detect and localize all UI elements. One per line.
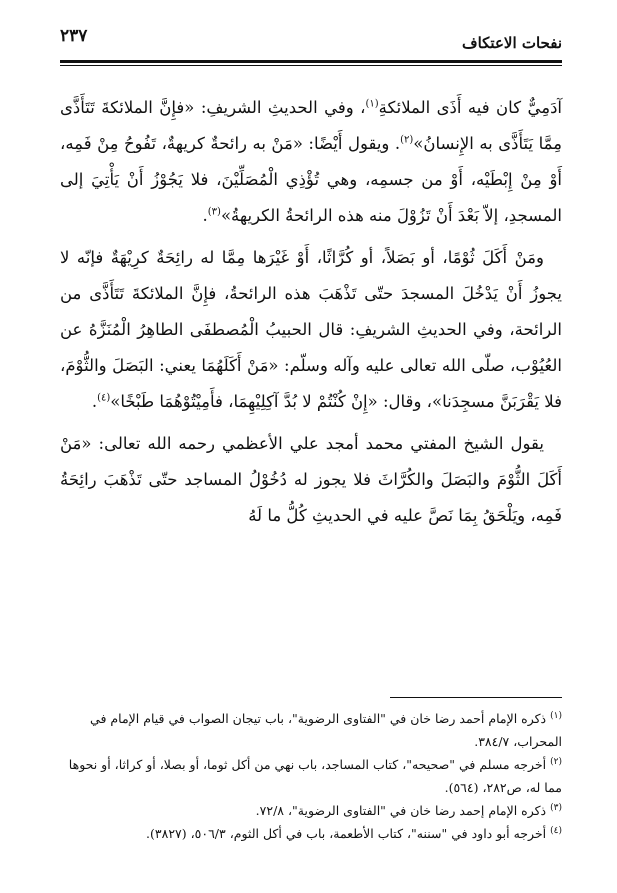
footnote-4-text: أخرجه أبو داود في "سننه"، كتاب الأطعمة، باب في أكل الثوم، ٥٠٦/٣، (٣٨٢٧). bbox=[146, 826, 547, 841]
header-rule-thin bbox=[60, 65, 562, 66]
footnote-ref-2: (٢) bbox=[400, 134, 414, 146]
footnote-2-text: أخرجه مسلم في "صحيحه"، كتاب المساجد، باب نهي من أكل ثوما، أو بصلا، أو كراثا، أو نحوها مما له، ص٢٨٢، (٥٦٤). bbox=[68, 757, 562, 795]
footnote-4-number: (٤) bbox=[550, 825, 562, 836]
footnote-3-number: (٣) bbox=[550, 802, 562, 813]
main-text bbox=[60, 90, 562, 540]
header-rule-thick bbox=[60, 60, 562, 63]
footnote-ref-4: (٤) bbox=[97, 392, 111, 404]
footnote-2-number: (٢) bbox=[550, 756, 562, 767]
p1-text-c: . ويقول أَيْضًا: «مَنْ به رائحةٌ كريهةٌ، تَفُوحُ مِنْ فَمِه، أَوْ مِنْ إِبْطَيْه، أَوْ من جسمِه، وهي تُؤْذِي الْمُصَلِّيْنَ، فلا يَجُوْزُ أَنْ يَأْتِيَ إلى المسجدِ، إلاّ بَعْدَ أَنْ تَزُوْلَ منه هذه الرائحةُ الكريهةُ» bbox=[60, 134, 562, 225]
page-number: ٢٣٧ bbox=[60, 26, 88, 46]
p1-text-d: . bbox=[202, 206, 208, 225]
p2-text-b: . bbox=[91, 392, 98, 411]
footnote-separator bbox=[390, 697, 562, 698]
footnotes bbox=[60, 707, 562, 845]
page-header bbox=[60, 22, 562, 56]
footnote-ref-1: (١) bbox=[365, 98, 379, 110]
footnote-4 bbox=[60, 822, 562, 845]
footnote-3-text: ذكره الإمام إحمد رضا خان في "الفتاوى الرضوية"، ٧٢/٨. bbox=[255, 803, 547, 818]
p2-text-a: ومَنْ أَكَلَ ثُوْمًا، أو بَصَلاً، أو كُرَّاثًا، أَوْ غَيْرَها مِمَّا له رائِحَةٌ كرِيْهَةٌ فإنّه لا يجوزُ أَنْ يَدْخُلَ المسجدَ حتّى تَذْهَبَ هذه الرائحةُ، فإِنَّ الملائكةَ تَتَأَذَّى من الرائحة، وفي الحديثِ الشريفِ: قال الحبيبُ الْمُصطفَى الطاهِرُ الْمُنَزَّهُ عن العُيُوْب، صلّى الله تعالى عليه وآله وسلّم: «مَنْ أَكَلَهُمَا يعني: البَصَلَ والثُّوْمَ، فلا يَقْرَبَنَّ مسجِدَنا»، وقال: «إِنْ كُنْتُمْ لا بُدَّ آكِلِيْهِمَا، فأَمِيْتُوْهُمَا طَبْخًا» bbox=[60, 248, 562, 411]
footnote-3 bbox=[60, 799, 562, 822]
footnote-1-number: (١) bbox=[550, 710, 562, 721]
footnote-1-text: ذكره الإمام أحمد رضا خان في "الفتاوى الرضوية"، باب تيجان الصواب في قيام الإمام في المحراب، ٣٨٤/٧. bbox=[90, 711, 562, 749]
paragraph-1 bbox=[60, 90, 562, 234]
footnote-1 bbox=[60, 707, 562, 753]
p1-text-a: آدَمِيٌّ كان فيه أَذَى الملائكةِ bbox=[378, 98, 562, 117]
footnote-2 bbox=[60, 753, 562, 799]
paragraph-3: يقول الشيخ المفتي محمد أمجد علي الأعظمي رحمه الله تعالى: «مَنْ أَكَلَ الثُّوْمَ والبَصَلَ والكُرَّاثَ فلا يجوز له دُخُوْلُ المساجد حتّى تَذْهَبَ رائِحَةُ فَمِه، ويَلْحَقُ بِمَا نَصَّ عليه في الحديثِ كُلُّ ما لَهُ bbox=[60, 434, 562, 525]
paragraph-2 bbox=[60, 240, 562, 420]
running-title: نفحات الاعتكاف bbox=[462, 34, 562, 52]
p1-text-b: ، وفي الحديثِ الشريفِ: «فإِنَّ الملائكةَ تَتَأَذَّى مِمَّا يَتَأَذَّى به الإِنسانُ» bbox=[60, 98, 562, 153]
footnote-ref-3: (٣) bbox=[207, 206, 221, 218]
